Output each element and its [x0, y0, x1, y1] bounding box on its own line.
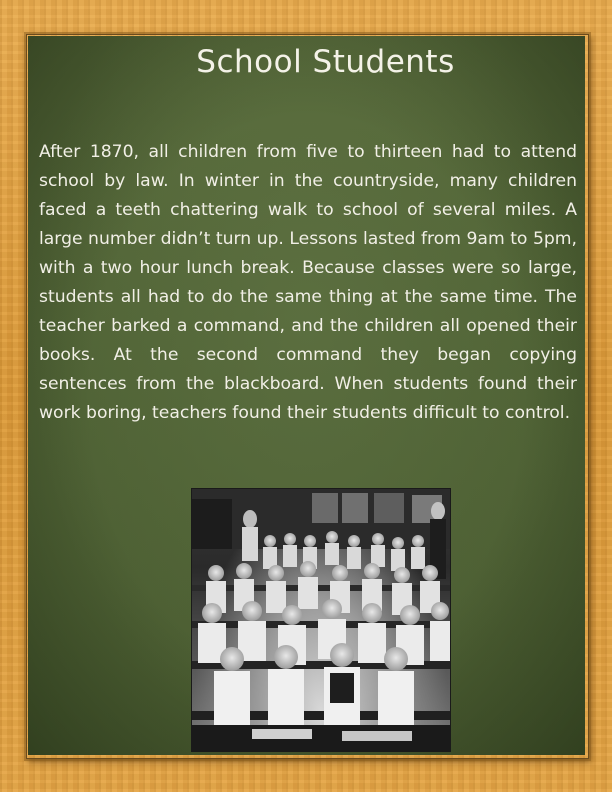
classroom-photo	[191, 488, 451, 752]
page-title: School Students	[196, 44, 455, 80]
body-paragraph: After 1870, all children from five to thirteen had to attend school by law. In winter in the countryside, many children faced a teeth chattering walk to school of several miles. A large number didn’t turn up. Lessons lasted from 9am to 5pm, with a two hour lunch break. Because classes were so large, students all had to do the same thing at the same time. The teacher barked a command, and the children all opened their books. At the second command they began copying sentences from the blackboard. When students found their work boring, teachers found their students difficult to control.	[39, 142, 577, 423]
chalkboard	[28, 36, 585, 755]
classroom-photo-illustration	[192, 489, 450, 751]
